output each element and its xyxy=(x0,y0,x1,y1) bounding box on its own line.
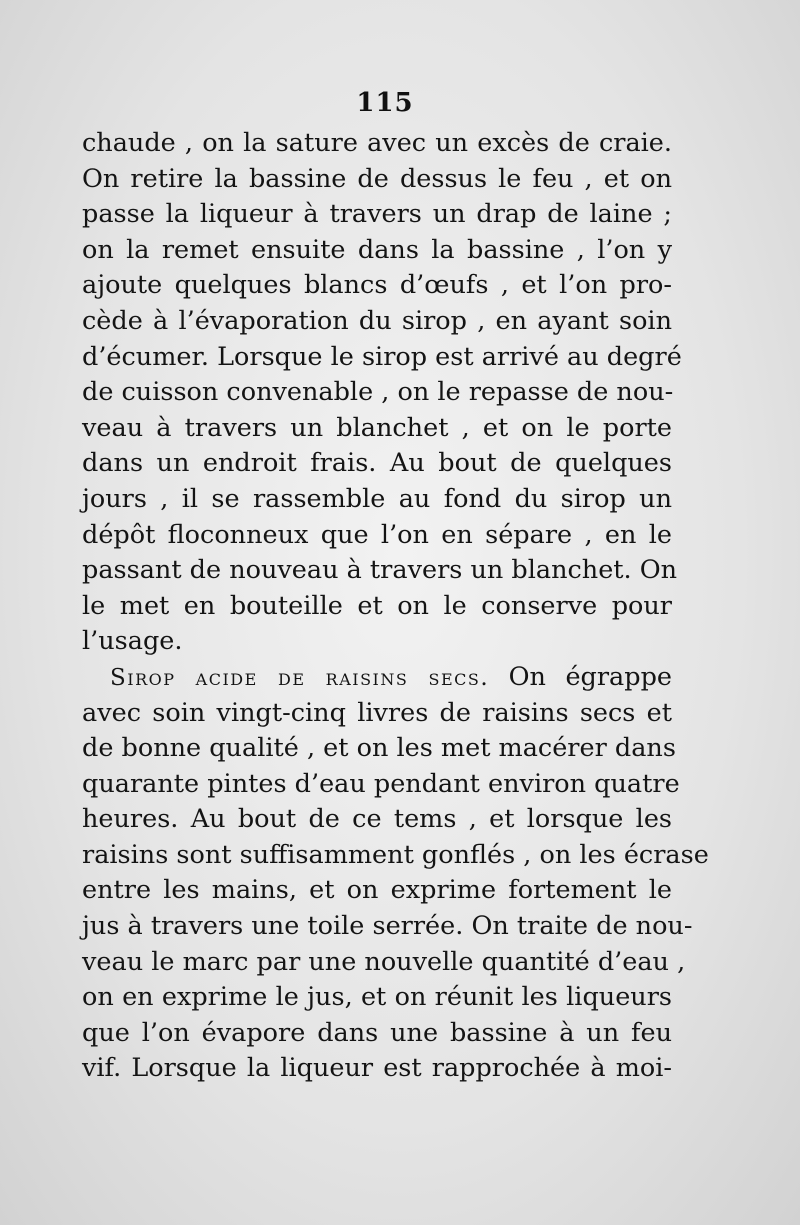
text-line: dépôt floconneux que l’on en sépare , en le xyxy=(82,519,672,550)
text-line: On retire la bassine de dessus le feu , et on xyxy=(82,163,672,194)
section-heading-line xyxy=(82,660,672,696)
text-line: on en exprime le jus, et on réunit les liqueurs xyxy=(82,982,672,1013)
text-line: chaude , on la sature avec un excès de craie. xyxy=(82,128,672,158)
text-line: le met en bouteille et on le conserve pour xyxy=(82,590,672,621)
page-number: 115 xyxy=(356,88,414,118)
text-line: ajoute quelques blancs d’œufs , et l’on pro- xyxy=(82,270,672,301)
text-line: de bonne qualité , et on les met macérer dans xyxy=(82,733,676,764)
section-heading: Sirop acide de raisins secs. xyxy=(110,664,490,691)
text-line: heures. Au bout de ce tems , et lorsque les xyxy=(82,804,672,835)
text-line: passe la liqueur à travers un drap de laine ; xyxy=(82,199,672,230)
text-line: on la remet ensuite dans la bassine , l’on y xyxy=(82,234,672,265)
text-line: jus à travers une toile serrée. On traite de nou- xyxy=(82,911,693,942)
section-heading-continuation: On égrappe xyxy=(508,661,673,692)
text-line: cède à l’évaporation du sirop , en ayant soin xyxy=(82,305,672,336)
text-line: passant de nouveau à travers un blanchet. On xyxy=(82,555,678,586)
text-line: veau le marc par une nouvelle quantité d’eau , xyxy=(82,946,686,977)
text-line: vif. Lorsque la liqueur est rapprochée à moi- xyxy=(82,1053,672,1084)
text-body xyxy=(82,126,709,1087)
text-line: raisins sont suffisamment gonflés , on les écrase xyxy=(82,839,709,870)
text-line: que l’on évapore dans une bassine à un feu xyxy=(82,1017,672,1048)
text-line: de cuisson convenable , on le repasse de nou- xyxy=(82,377,674,408)
text-line: avec soin vingt-cinq livres de raisins secs et xyxy=(82,697,672,728)
text-line: dans un endroit frais. Au bout de quelques xyxy=(82,448,672,479)
text-line: d’écumer. Lorsque le sirop est arrivé au degré xyxy=(82,341,682,372)
text-line: entre les mains, et on exprime fortement le xyxy=(82,875,672,906)
text-line: l’usage. xyxy=(82,626,183,657)
text-line: veau à travers un blanchet , et on le porte xyxy=(82,412,672,443)
text-line: quarante pintes d’eau pendant environ quatre xyxy=(82,768,680,799)
text-line: jours , il se rassemble au fond du sirop un xyxy=(82,483,672,514)
